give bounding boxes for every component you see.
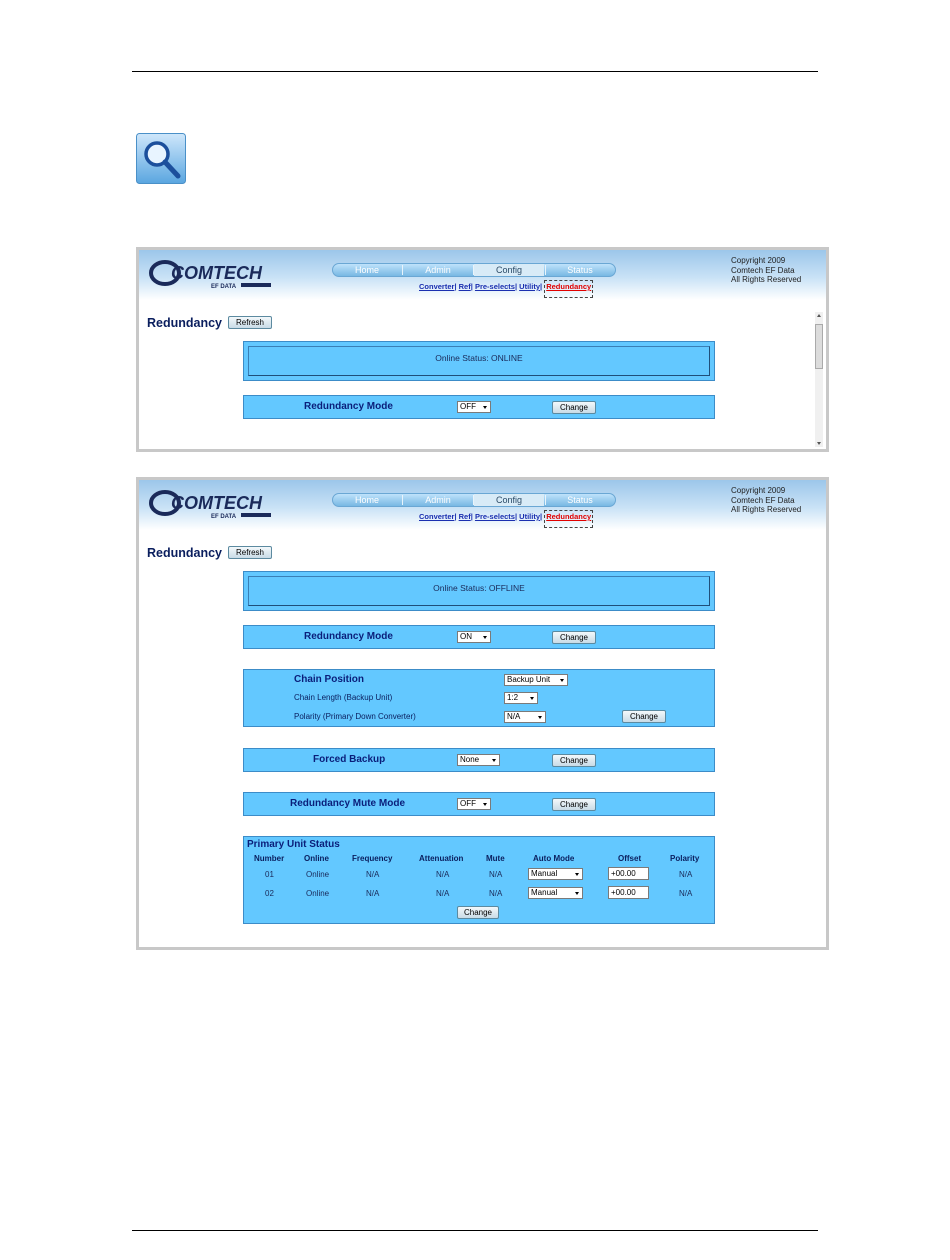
scrollbar-thumb[interactable]	[815, 324, 823, 369]
forced-backup-change-button[interactable]: Change	[552, 754, 596, 767]
forced-backup-select[interactable]: None	[457, 754, 500, 766]
col-header-polarity: Polarity	[670, 854, 700, 863]
col-header-frequency: Frequency	[352, 854, 393, 863]
row1-number: 01	[265, 870, 274, 879]
chain-change-button[interactable]: Change	[622, 710, 666, 723]
subnav-utility[interactable]: Utility	[519, 512, 541, 521]
chevron-down-icon	[530, 697, 534, 700]
comtech-logo	[149, 488, 277, 522]
row2-offset-input[interactable]: +00.00	[608, 886, 649, 899]
tab-home[interactable]: Home	[354, 265, 379, 275]
row1-polarity: N/A	[679, 870, 693, 879]
config-subnav: Converter| Ref| Pre-selects| Utility| Redundancy	[419, 512, 593, 521]
chain-position-label: Chain Position	[294, 674, 364, 685]
subnav-converter[interactable]: Converter	[419, 282, 455, 291]
redundancy-mode-select[interactable]: ON	[457, 631, 491, 643]
row1-mute: N/A	[489, 870, 503, 879]
tab-admin[interactable]: Admin	[425, 265, 451, 275]
subnav-utility[interactable]: Utility	[519, 282, 541, 291]
scroll-up-icon[interactable]	[817, 314, 821, 317]
bottom-rule	[132, 1230, 818, 1231]
primary-unit-status-title: Primary Unit Status	[247, 839, 340, 850]
magnifier-icon	[136, 133, 186, 184]
svg-text:COMTECH: COMTECH	[171, 493, 262, 513]
redundancy-mode-label: Redundancy Mode	[304, 401, 393, 412]
col-header-online: Online	[304, 854, 329, 863]
chevron-down-icon	[560, 679, 564, 682]
chain-length-label: Chain Length (Backup Unit)	[294, 693, 393, 702]
col-header-mute: Mute	[486, 854, 505, 863]
chain-length-select[interactable]: 1:2	[504, 692, 538, 704]
mute-mode-select[interactable]: OFF	[457, 798, 491, 810]
forced-backup-panel	[243, 748, 715, 772]
chevron-down-icon	[575, 873, 579, 876]
col-header-auto-mode: Auto Mode	[533, 854, 575, 863]
subnav-redundancy[interactable]: Redundancy	[544, 280, 593, 298]
subnav-converter[interactable]: Converter	[419, 512, 455, 521]
comtech-logo	[149, 258, 277, 292]
row2-online: Online	[306, 889, 330, 898]
row1-auto-mode-select[interactable]: Manual	[528, 868, 583, 880]
row2-mute: N/A	[489, 889, 503, 898]
polarity-select[interactable]: N/A	[504, 711, 546, 723]
chevron-down-icon	[483, 406, 487, 409]
chevron-down-icon	[575, 892, 579, 895]
top-rule	[132, 71, 818, 72]
row1-attenuation: N/A	[436, 870, 450, 879]
redundancy-mode-panel	[243, 625, 715, 649]
primary-status-change-button[interactable]: Change	[457, 906, 499, 919]
row2-polarity: N/A	[679, 889, 693, 898]
tab-status[interactable]: Status	[567, 495, 593, 505]
mute-mode-label: Redundancy Mute Mode	[290, 798, 406, 809]
forced-backup-label: Forced Backup	[313, 754, 386, 765]
row2-number: 02	[265, 889, 274, 898]
online-status-panel	[243, 571, 715, 611]
redundancy-mode-change-button[interactable]: Change	[552, 631, 596, 644]
svg-text:EF DATA: EF DATA	[211, 514, 237, 520]
subnav-ref[interactable]: Ref	[458, 512, 471, 521]
redundancy-mode-panel	[243, 395, 715, 419]
redundancy-mode-label: Redundancy Mode	[304, 631, 393, 642]
subnav-redundancy[interactable]: Redundancy	[544, 510, 593, 528]
page-title: Redundancy	[147, 546, 223, 560]
copyright: Copyright 2009 Comtech EF Data All Rights Reserved	[731, 486, 802, 514]
chevron-down-icon	[483, 636, 487, 639]
subnav-preselects[interactable]: Pre-selects	[474, 282, 515, 291]
subnav-preselects[interactable]: Pre-selects	[474, 512, 515, 521]
row1-online: Online	[306, 870, 330, 879]
svg-text:COMTECH: COMTECH	[171, 263, 262, 283]
chevron-down-icon	[483, 803, 487, 806]
tab-config[interactable]: Config	[474, 264, 544, 276]
mute-mode-panel	[243, 792, 715, 816]
refresh-button[interactable]: Refresh	[228, 316, 272, 329]
subnav-ref[interactable]: Ref	[458, 282, 471, 291]
screenshot-online	[136, 247, 829, 452]
mute-mode-change-button[interactable]: Change	[552, 798, 596, 811]
online-status-panel	[243, 341, 715, 381]
row2-auto-mode-select[interactable]: Manual	[528, 887, 583, 899]
chevron-down-icon	[538, 716, 542, 719]
col-header-offset: Offset	[618, 854, 642, 863]
page-title: Redundancy	[147, 316, 223, 330]
refresh-button[interactable]: Refresh	[228, 546, 272, 559]
online-status-text: Online Status: ONLINE	[435, 353, 523, 363]
scroll-down-icon[interactable]	[817, 442, 821, 445]
screenshot-offline	[136, 477, 829, 950]
chain-position-panel	[243, 669, 715, 727]
chevron-down-icon	[492, 759, 496, 762]
row2-attenuation: N/A	[436, 889, 450, 898]
tab-status[interactable]: Status	[567, 265, 593, 275]
copyright: Copyright 2009 Comtech EF Data All Rights Reserved	[731, 256, 802, 284]
chain-position-select[interactable]: Backup Unit	[504, 674, 568, 686]
main-nav-tabs	[332, 493, 616, 507]
row2-frequency: N/A	[366, 889, 380, 898]
tab-config[interactable]: Config	[474, 494, 544, 506]
col-header-number: Number	[254, 854, 285, 863]
svg-text:EF DATA: EF DATA	[211, 284, 237, 290]
row1-frequency: N/A	[366, 870, 380, 879]
main-nav-tabs	[332, 263, 616, 277]
tab-home[interactable]: Home	[354, 495, 379, 505]
row1-offset-input[interactable]: +00.00	[608, 867, 649, 880]
online-status-text: Online Status: OFFLINE	[433, 583, 525, 593]
col-header-attenuation: Attenuation	[419, 854, 464, 863]
tab-admin[interactable]: Admin	[425, 495, 451, 505]
config-subnav: Converter| Ref| Pre-selects| Utility| Redundancy	[419, 282, 593, 291]
vertical-scrollbar[interactable]	[815, 312, 823, 447]
redundancy-mode-select[interactable]: OFF	[457, 401, 491, 413]
polarity-label: Polarity (Primary Down Converter)	[294, 712, 416, 721]
redundancy-mode-change-button[interactable]: Change	[552, 401, 596, 414]
primary-unit-status-panel	[243, 836, 715, 924]
